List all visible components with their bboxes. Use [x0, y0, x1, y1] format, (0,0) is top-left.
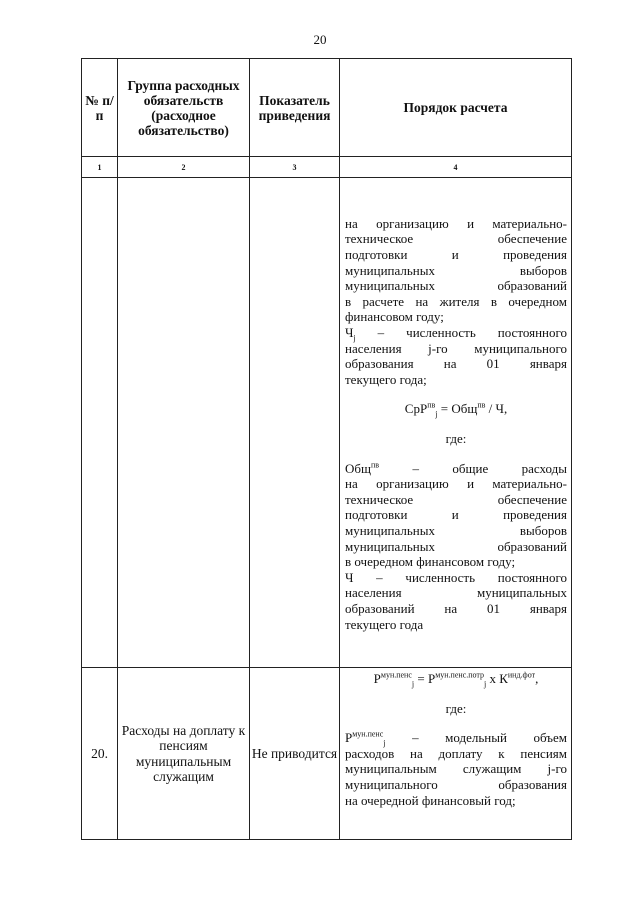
text-line: муниципальным служащим j-го [345, 761, 567, 777]
text-line: муниципальных образований [345, 278, 567, 294]
definition-ch-j [345, 325, 567, 341]
variable-subscript: j [353, 333, 356, 343]
text-line: муниципального образования [345, 776, 567, 792]
variable-symbol: Р [345, 730, 353, 746]
text-line: расходов на доплату к пенсиям [345, 745, 567, 761]
column-number: 4 [340, 157, 572, 178]
text-line: текущего года; [345, 371, 427, 387]
header-indicator: Показатель приведения [250, 59, 340, 157]
variable-superscript: пв [371, 460, 380, 470]
column-number: 1 [82, 157, 118, 178]
row-number: 20. [82, 668, 118, 840]
text-line: на организацию и материально- [345, 215, 567, 231]
column-number: 3 [250, 157, 340, 178]
cell-indicator-empty [250, 178, 340, 668]
calculation-table [81, 58, 572, 840]
definition-text: – модельный объем [412, 730, 568, 746]
text-line: Ч – численность постоянного [345, 569, 567, 585]
text-line: финансовом году; [345, 309, 444, 325]
definition-obsch [345, 461, 567, 477]
text-line: подготовки и проведения [345, 507, 567, 523]
cell-number-empty [82, 178, 118, 668]
text-line: в расчете на жителя в очередном [345, 293, 567, 309]
text-line: на очередной финансовый год; [345, 792, 516, 808]
row-indicator: Не приводится [250, 668, 340, 840]
header-number: № п/п [82, 59, 118, 157]
definition-text: – общие расходы [412, 460, 567, 476]
text-line: муниципальных образований [345, 538, 567, 554]
formula-pension: $Р^{мун.пенс}_j = Р^{мун.пенс.потр}_j$ x $К^{инд.фот}$, [373, 670, 539, 689]
text-line: образований на 01 января [345, 600, 567, 616]
text-line: подготовки и проведения [345, 247, 567, 263]
text-line: муниципальных выборов [345, 522, 567, 538]
variable-superscript: мун.пенс [352, 729, 384, 739]
text-line: текущего года [345, 616, 424, 632]
cell-calculation [340, 668, 572, 840]
text-line: населения j-го муниципального [345, 340, 567, 356]
text-line: образования на 01 января [345, 356, 567, 372]
column-number-row [82, 157, 572, 178]
variable-subscript: j [383, 738, 386, 748]
text-line: техническое обеспечение [345, 231, 567, 247]
text-line: на организацию и материально- [345, 476, 567, 492]
table-row-20 [82, 668, 572, 840]
column-number: 2 [118, 157, 250, 178]
text-line: муниципальных выборов [345, 262, 567, 278]
cell-calculation [340, 178, 572, 668]
header-calculation: Порядок расчета [340, 59, 572, 157]
formula-srp: СрР$^{пв}_j$ = Общ$^{пв}$ / Ч, [404, 401, 508, 419]
page-number: 20 [313, 32, 327, 47]
text-line: техническое обеспечение [345, 491, 567, 507]
header-group: Группа расходных обязательств (расходное обязательство) [118, 59, 250, 157]
where-label: где: [445, 431, 467, 446]
text-line: в очередном финансовом году; [345, 554, 516, 570]
variable-symbol: Ч [345, 325, 354, 341]
table-row-continuation [82, 178, 572, 668]
cell-group-empty [118, 178, 250, 668]
definition-pension [345, 730, 567, 746]
variable-symbol: Общ [345, 460, 372, 476]
where-label: где: [445, 700, 467, 716]
row-group: Расходы на доплату к пенсиям муниципальным служащим [118, 668, 250, 840]
definition-text: – численность постоянного [377, 325, 567, 341]
table-header-row [82, 59, 572, 157]
text-line: населения муниципальных [345, 585, 567, 601]
